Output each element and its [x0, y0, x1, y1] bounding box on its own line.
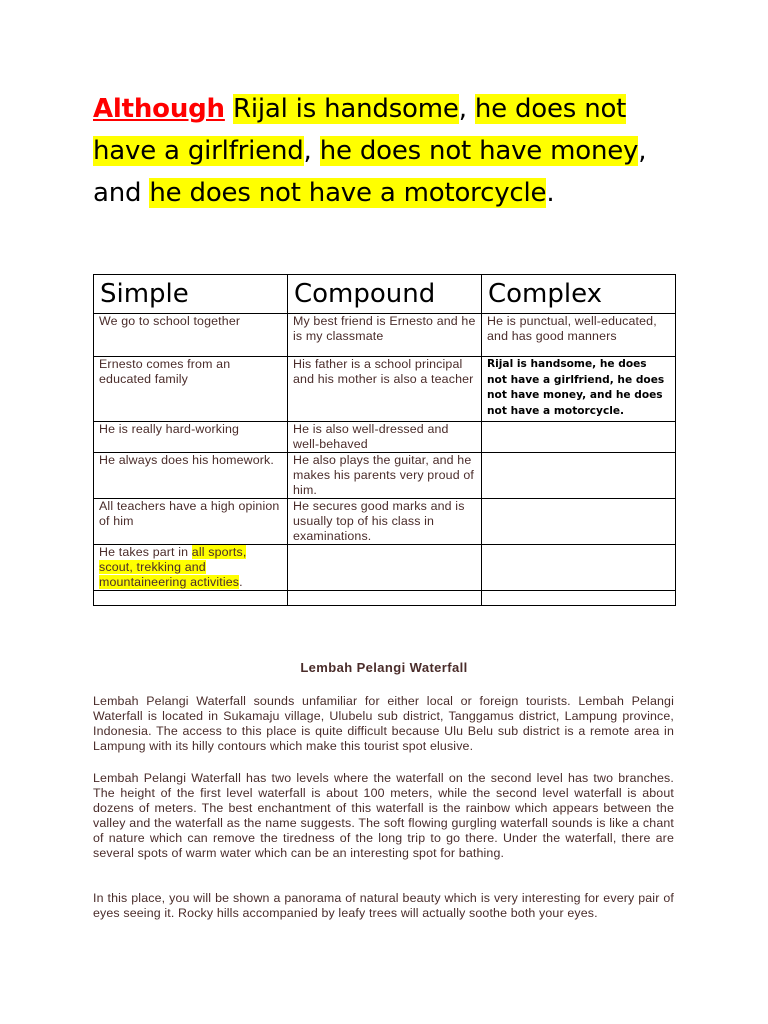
article-paragraph: Lembah Pelangi Waterfall sounds unfamiliar for either local or foreign tourists. Lembah Pelangi Waterfall is located in Sukamaju village, Ulubelu sub district, Tanggamus district, Lampung province, Indonesia. The access to this place is quite difficult because Ulu Belu sub district is a remote area in Lampung with its hilly contours which make this tourist spot elusive.	[93, 694, 674, 753]
table-cell: My best friend is Ernesto and he is my classmate	[288, 314, 482, 357]
table-row	[94, 545, 676, 591]
table-row	[94, 422, 676, 453]
table-cell: He is also well-dressed and well-behaved	[288, 422, 482, 453]
table-cell: All teachers have a high opinion of him	[94, 499, 288, 545]
table-cell: He is really hard-working	[94, 422, 288, 453]
table-cell-example-sentence: Rijal is handsome, he does not have a girlfriend, he does not have money, and he does not have a motorcycle.	[482, 357, 676, 422]
table-cell: His father is a school principal and his mother is also a teacher	[288, 357, 482, 422]
separator-1: ,	[458, 94, 475, 124]
header-compound: Compound	[288, 275, 482, 314]
highlight-clause-2: he does not have a girlfriend	[93, 94, 627, 166]
table-cell	[482, 591, 676, 606]
table-header-row	[94, 275, 676, 314]
table-cell: We go to school together	[94, 314, 288, 357]
table-cell	[94, 591, 288, 606]
table-row	[94, 357, 676, 422]
table-row	[94, 499, 676, 545]
final-period: .	[546, 178, 555, 208]
table-cell	[482, 422, 676, 453]
table-cell	[288, 591, 482, 606]
article-title: Lembah Pelangi Waterfall	[300, 660, 468, 675]
article-paragraph: In this place, you will be shown a panorama of natural beauty which is very interesting for every pair of eyes seeing it. Rocky hills accompanied by leafy trees will actually soothe both your eyes.	[93, 891, 674, 920]
header-complex: Complex	[482, 275, 676, 314]
separator-3: , and	[93, 136, 647, 208]
table-cell: He always does his homework.	[94, 453, 288, 499]
highlight-clause-1: Rijal is handsome	[232, 94, 459, 124]
table-cell: He secures good marks and is usually top of his class in examinations.	[288, 499, 482, 545]
table-cell	[482, 545, 676, 591]
sentence-types-table	[93, 274, 676, 606]
separator-2: ,	[303, 136, 320, 166]
headline-sentence	[93, 88, 693, 214]
highlight-clause-4: he does not have a motorcycle	[149, 178, 547, 208]
table-cell	[94, 545, 288, 591]
table-cell: Ernesto comes from an educated family	[94, 357, 288, 422]
article-paragraph: Lembah Pelangi Waterfall has two levels where the waterfall on the second level has two branches. The height of the first level waterfall is about 100 meters, while the second level waterfall is about dozens of meters. The best enchantment of this waterfall is the rainbow which appears between the valley and the waterfall as the name suggests. The soft flowing gurgling waterfall sounds is like a chant of nature which can remove the tiredness of the long trip to go there. Under the waterfall, there are several spots of warm water which can be an interesting spot for bathing.	[93, 771, 674, 860]
keyword-although: Although	[93, 94, 225, 124]
table-cell	[288, 545, 482, 591]
cell-text: He takes part in	[99, 545, 192, 559]
table-row	[94, 591, 676, 606]
table-cell: He also plays the guitar, and he makes his parents very proud of him.	[288, 453, 482, 499]
table-row	[94, 453, 676, 499]
header-simple: Simple	[94, 275, 288, 314]
highlight-clause-3: he does not have money	[319, 136, 639, 166]
cell-text: .	[239, 575, 243, 589]
cell-highlight: all sports, scout, trekking and mountaineering activities	[99, 545, 247, 589]
table-cell	[482, 453, 676, 499]
table-row	[94, 314, 676, 357]
table-cell	[482, 499, 676, 545]
table-cell: He is punctual, well-educated, and has good manners	[482, 314, 676, 357]
